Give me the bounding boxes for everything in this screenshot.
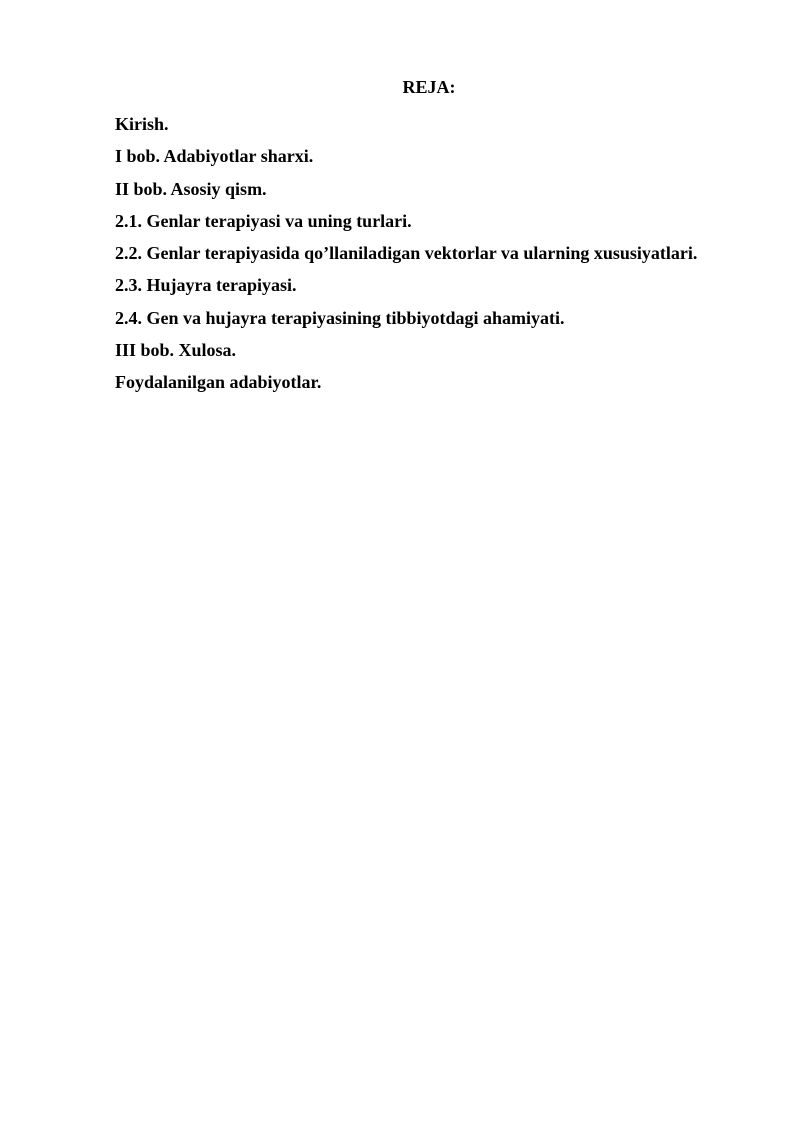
toc-item-section-2-3: 2.3. Hujayra terapiyasi.	[115, 275, 297, 296]
toc-item-chapter-1: I bob. Adabiyotlar sharxi.	[115, 146, 314, 167]
toc-item-references: Foydalanilgan adabiyotlar.	[115, 372, 322, 393]
table-of-contents	[115, 108, 697, 399]
toc-item-section-2-1: 2.1. Genlar terapiyasi va uning turlari.	[115, 210, 412, 231]
toc-item-section-2-4: 2.4. Gen va hujayra terapiyasining tibbiyotdagi ahamiyati.	[115, 307, 565, 328]
toc-item-chapter-3: III bob. Xulosa.	[115, 340, 237, 361]
toc-item-section-2-2: 2.2. Genlar terapiyasida qo’llaniladigan vektorlar va ularning xususiyatlari.	[115, 243, 698, 264]
toc-item-introduction: Kirish.	[115, 114, 169, 134]
document-title: REJA:	[402, 77, 456, 97]
toc-item-chapter-2: II bob. Asosiy qism.	[115, 178, 267, 199]
